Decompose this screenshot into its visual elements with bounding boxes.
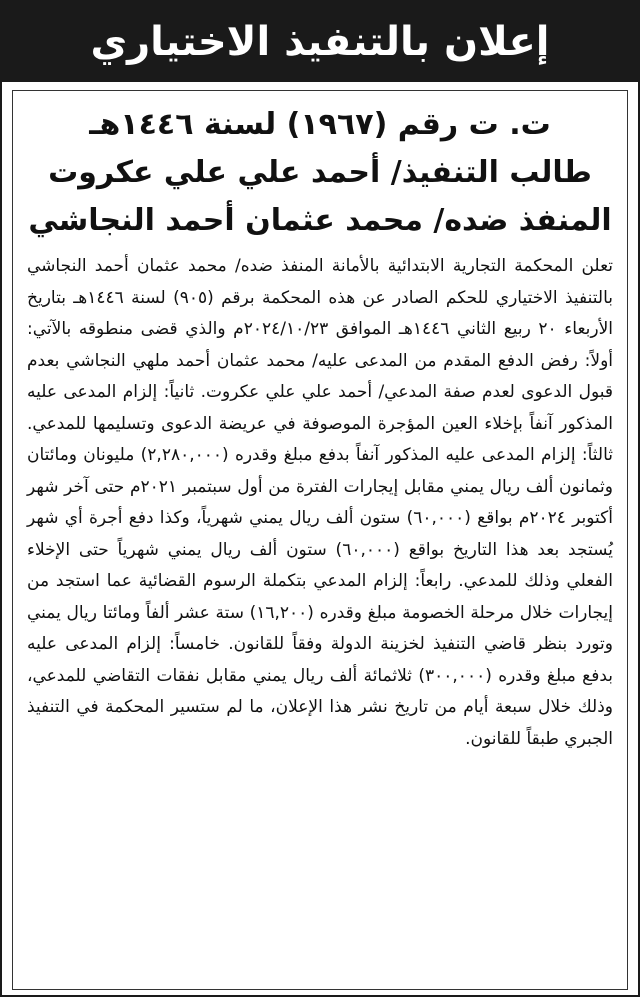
notice-body	[12, 90, 628, 990]
notice-title: إعلان بالتنفيذ الاختياري	[90, 19, 550, 65]
execution-applicant: طالب التنفيذ/ أحمد علي علي عكروت	[48, 155, 592, 190]
notice-title-bar	[2, 2, 638, 82]
case-number: ت. ت رقم (١٩٦٧) لسنة ١٤٤٦هـ	[89, 107, 551, 142]
execution-respondent: المنفذ ضده/ محمد عثمان أحمد النجاشي	[28, 203, 612, 238]
notice-text	[27, 251, 613, 755]
notice-paragraph: تعلن المحكمة التجارية الابتدائية بالأمانة المنفذ ضده/ محمد عثمان أحمد النجاشي بالتنفيذ الاختياري للحكم الصادر عن هذه المحكمة برقم (٩٠٥) لسنة ١٤٤٦هـ بتاريخ الأربعاء ٢٠ ربيع الثاني ١٤٤٦هـ الموافق ٢٠٢٤/١٠/٢٣م والذي قضى منطوقه بالآتي: أولاً: رفض الدفع المقدم من المدعى عليه/ محمد عثمان أحمد ملهي النجاشي بعدم قبول الدعوى لعدم صفة المدعي/ أحمد علي علي عكروت. ثانياً: إلزام المدعى عليه المذكور آنفاً بإخلاء العين المؤجرة الموصوفة في عريضة الدعوى وتسليمها للمدعي. ثالثاً: إلزام المدعى عليه المذكور آنفاً بدفع مبلغ وقدره (٢,٢٨٠,٠٠٠) مليونان ومائتان وثمانون ألف ريال يمني مقابل إيجارات الفترة من أول سبتمبر ٢٠٢١م حتى آخر شهر أكتوبر ٢٠٢٤م بواقع (٦٠,٠٠٠) ستون ألف ريال يمني شهرياً، وكذا دفع أجرة أي شهر يُستجد بعد هذا التاريخ بواقع (٦٠,٠٠٠) ستون ألف ريال يمني شهرياً حتى الإخلاء الفعلي وذلك للمدعي. رابعاً: إلزام المدعي بتكملة الرسوم القضائية عما استجد من إيجارات خلال مرحلة الخصومة مبلغ وقدره (١٦,٢٠٠) ستة عشر ألفاً ومائتا ريال يمني وتورد بنظر قاضي التنفيذ لخزينة الدولة وفقاً للقانون. خامساً: إلزام المدعى عليه بدفع مبلغ وقدره (٣٠٠,٠٠٠) ثلاثمائة ألف ريال يمني مقابل نفقات التقاضي للمدعي، وذلك خلال سبعة أيام من تاريخ نشر هذا الإعلان، ما لم ستسير المحكمة في التنفيذ الجبري طبقاً للقانون.	[27, 256, 614, 749]
